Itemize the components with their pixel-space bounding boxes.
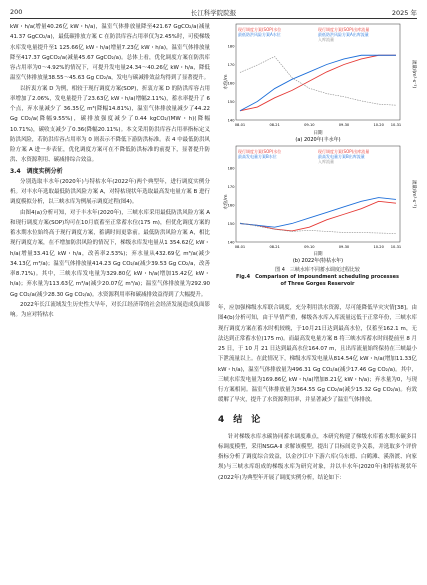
subcaption-b: (b) 2022年(特枯水年) <box>292 258 344 264</box>
journal-name: 长江科学院院报 <box>190 9 237 17</box>
series-line-1 <box>240 198 396 228</box>
legend-a-0: 现行调度方案(SOP)水位 <box>238 27 282 32</box>
section-3-4-heading: 3.4 调度实例分析 <box>10 167 63 175</box>
figure-4 <box>218 22 417 297</box>
x-tick-label: 08-01 <box>234 123 246 127</box>
subcaption-a: (a) 2020年(丰水年) <box>295 137 341 143</box>
left-column <box>10 22 210 320</box>
x-tick-label: 09-10 <box>304 245 315 249</box>
section-4-heading: 4 结 论 <box>218 414 261 425</box>
legend-b-2: 现行调度方案(SOP)出库流量 <box>318 149 370 154</box>
series-line-1 <box>240 55 396 111</box>
page-number: 200 <box>10 8 23 16</box>
legend-a-2: 现行调度方案(SOP)出库流量 <box>318 27 370 32</box>
x-tick-label: 10-20 <box>373 123 384 127</box>
y2-axis-label-b: 流量/(m³·s⁻¹) <box>411 179 416 209</box>
x-tick-label: 08-01 <box>234 245 246 249</box>
body-paragraph: 针对梯级水库水碳协同蓄水调度难点，本研究构建了梯级水库蓄水期水碳多目标调度模型，采用NSGA-Ⅱ 求解该模型，提出了目标间竞争关系，并选取多个评价指标分析了调度综合效益，以金沙江中下游六库(乌东德、白鹤滩、溪洛渡、向家坝)与三峡水库组成的梯级水库为研究对象，并以丰水年(2020年)和特枯现状年(2022年)为典型年开展了调度实例分析，结论如下： <box>218 433 417 481</box>
x-axis-label-b: 日期 <box>313 252 323 257</box>
y-tick-label: 140 <box>227 118 235 123</box>
y-tick-label: 160 <box>227 203 235 208</box>
panel-a <box>222 24 417 143</box>
y-tick-label: 140 <box>227 240 235 245</box>
header-rule <box>10 18 417 19</box>
y-tick-label: 170 <box>227 184 235 189</box>
y-axis-label-a: 水位/m <box>224 74 229 90</box>
y-tick-label: 170 <box>227 62 235 67</box>
x-tick-label: 10-20 <box>373 245 384 249</box>
series-line-2 <box>240 223 396 234</box>
x-tick-label: 10-31 <box>390 245 402 249</box>
legend-b-1: 最高发电量方案B水位 <box>238 154 277 159</box>
figure-caption-en-1: Fig.4 Comparison of impoundment scheduling processes <box>235 274 399 280</box>
y-axis-label-b: 水位/m <box>224 194 229 210</box>
right-column <box>218 303 417 483</box>
figure-4-plots <box>218 22 417 264</box>
x-tick-label: 10-31 <box>390 123 402 127</box>
figure-caption-cn: 图 4 三峡水库不同蓄水调度过程比较 <box>275 267 360 273</box>
x-tick-label: 08-21 <box>269 245 280 249</box>
legend-a-1: 最低防洪风险方案A水位 <box>238 32 281 37</box>
running-header <box>10 6 417 18</box>
y-tick-label: 180 <box>227 44 235 49</box>
legend-a-4: 入库流量 <box>318 37 334 42</box>
legend-b-0: 现行调度方案(SOP)水位 <box>238 149 282 154</box>
y-tick-label: 150 <box>227 221 235 226</box>
series-line-2 <box>240 57 396 106</box>
body-paragraph: 2022年长江流域发生历史性大旱年，对长江经济带的社会经济发展造成负面影响。为应对特枯水 <box>10 301 210 318</box>
x-axis-label-a: 日期 <box>313 131 323 136</box>
issue-year: 2025 年 <box>391 9 417 17</box>
y-tick-label: 150 <box>227 99 235 104</box>
legend-b-4: 入库流量 <box>318 159 334 164</box>
y-tick-label: 180 <box>227 166 235 171</box>
body-paragraph: 以折衷方案 D 为例，相较于现行调度方案(SOP)，折衷方案 D 的防洪库容占用率增加了2.06%，发电量提升了23.63亿 kW・h/a(增幅2.11%)，蓄水率提升了 6 个点，弃水量减少了 36.35亿 m³(降幅14.81%)，温室气体排放量减少了44.22 Gg CO₂/a(降幅9.55%)，碳排放强度减少了0.44 kgCO₂/(MW・h)(降幅10.71%)，碳收支减少了0.36(降幅20.11%)。本文采用防洪库容占用率指标定义防洪风险，若防洪库容占用率为 0 则表示不降低下游防洪标准。表 4 中最低防洪风险方案 A 进一步表征，优化调度方案可在不降低防洪标准的前提下，显著提升防洪、水资源利用、碳减排综合效益。 <box>10 85 210 164</box>
body-paragraph: kW・h/a(增量40.26亿 kW・h/a)，温室气体排放量降至421.67 GgCO₂/a(减量41.37 GgCO₂/a)，最低碳排放方案 C 在防洪库容占用率仅为2.45%时，可使梯级水库发电量提升至1 125.66亿 kW・h/a(增量7.23亿 kW・h/a)，温室气体排放量降至417.37 GgCO₂/a(减量45.67 GgCO₂/a)。总体上看，优化调度方案在防洪库容占用率为0～4.92%的情况下，可提升发电量24.34～40.26亿 kW・h/a，降低温室气体排放量38.55～45.63 Gg CO₂/a，发电与碳减排效益均得到了显著提升。 <box>10 24 210 82</box>
x-tick-label: 09-10 <box>304 123 315 127</box>
y-tick-label: 160 <box>227 81 235 86</box>
x-tick-label: 09-30 <box>338 123 350 127</box>
x-tick-label: 09-30 <box>338 245 350 249</box>
series-line-0 <box>240 55 396 111</box>
panel-b <box>222 146 417 264</box>
body-paragraph: 分别选取丰水年(2020年)与特枯水年(2022年)两个典型年，进行调度实例分析。对丰水年选取最低防洪风险方案 A，对特枯现状年选取最高发电量方案 B 进行调度模拟分析，以三峡水库为例展示调度过程(图4)。 <box>10 178 210 206</box>
body-paragraph: 年，应加强梯级水库联合调度，充分利用洪水资源，尽可能降低旱灾灾情[38]。由图4(b)分析可知，由于旱情严重，梯级各水库入库流量远低于正常年份，三峡水库现行调度方案在蓄水时机较晚，于10月21日达到最高水位，仅蓄至162.1 m，无法达到正常蓄水位(175 m)。而最高发电量方案 B 将三峡水库蓄水时间提前至 8 月 25 日，于 10 月 21 日达到最高水位164.07 m，且出库流量始终保持在三峡最小下泄流量以上。在此情况下，梯级水库发电量从814.54亿 kW・h/a(增加11.33亿 kW・h/a)，温室气体排放量为496.31 Gg CO₂/a(减少17.46 Gg CO₂/a)。其中，三峡水库发电量为169.86亿 kW・h/a(增加8.21亿 kW・h/a)；弃水量为0，与现行方案相同。温室气体排放量为364.55 Gg CO₂/a(减少15.32 Gg CO₂/a)。有效缓解了旱灾，提升了水资源利用率，并显著减少了温室气体排放。 <box>218 305 417 404</box>
legend-a-3: 最低防洪风险方案A出库流量 <box>318 32 369 37</box>
y2-axis-label-a: 流量/(m³·s⁻¹) <box>411 59 416 89</box>
series-line-0 <box>240 201 396 231</box>
body-paragraph: 由图4(a)分析可知，对于丰水年(2020年)，三峡水库采用最低防洪风险方案 A 和现行调度方案(SOP)均可在10月底蓄至正常蓄水位(175 m)，但优化调度方案的蓄水期水位始终高于现行调度方案，蓄满时间更靠前。最低防洪风险方案 A，相比现行调度方案，在不增加防洪风险的情况下，梯级水库发电量从1 354.62亿 kW・h/a(增量33.41亿 kW・h/a，改善率2.53%)；弃水量从432.69亿 m³/a(减少34.13亿 m³/a)；温室气体排放量414.23 Gg CO₂/a(减少39.53 Gg CO₂/a，改善率8.71%)。其中，三峡水库发电量为329.80亿 kW・h/a(增加15.42亿 kW・h/a)；弃水量为113.63亿 m³/a(减少20.07亿 m³/a)；温室气体排放量为292.90 Gg CO₂/a(减少28.30 Gg CO₂/a)。水资源利用率和碳减排效益得到了大幅提升。 <box>10 209 210 298</box>
legend-b-3: 最高发电量方案B出库流量 <box>318 154 365 159</box>
figure-caption-en-2: of Three Gorges Reservoir <box>280 281 355 287</box>
x-tick-label: 08-21 <box>269 123 280 127</box>
